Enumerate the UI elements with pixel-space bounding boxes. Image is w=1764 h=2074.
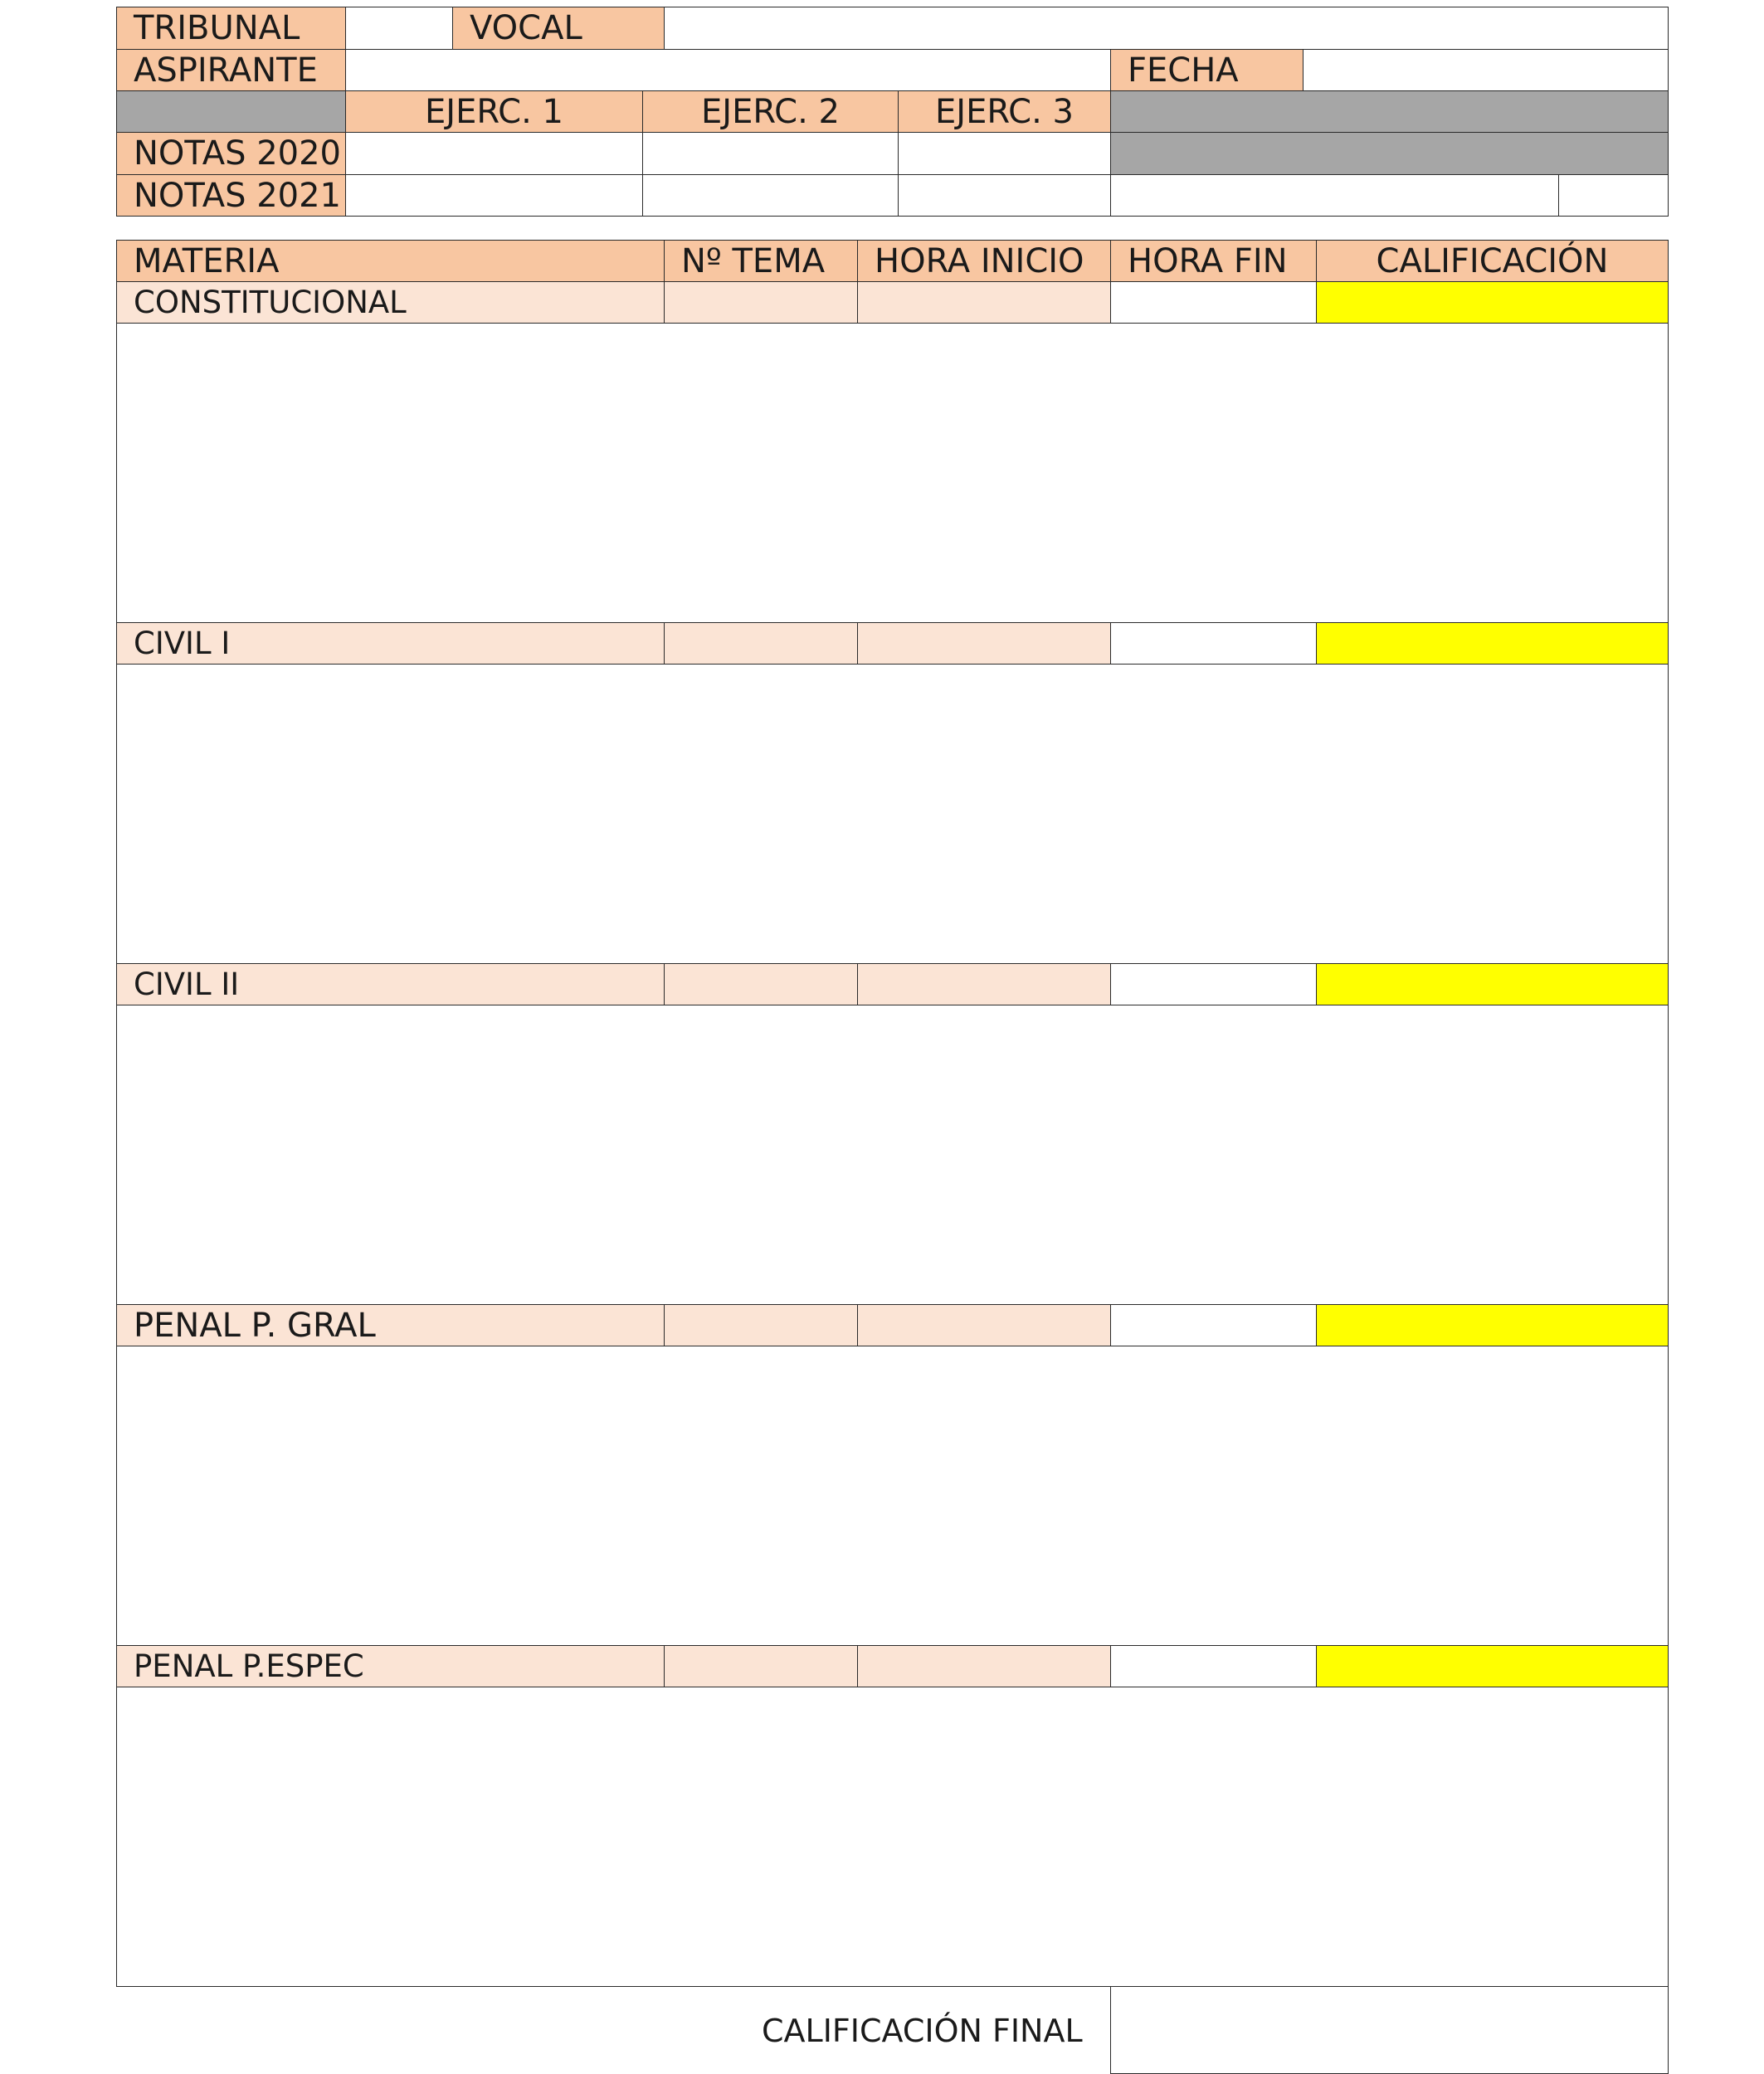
ejerc-1-header: EJERC. 1 <box>345 90 643 133</box>
ejerc-3-header: EJERC. 3 <box>898 90 1111 133</box>
notes-area[interactable] <box>116 1346 1669 1646</box>
notas-2021-ejerc-3[interactable] <box>898 174 1111 217</box>
tema-field[interactable] <box>664 963 858 1005</box>
materia-name: CIVIL I <box>116 622 665 665</box>
notas-2020-ejerc-2[interactable] <box>642 132 899 175</box>
hora-inicio-field[interactable] <box>857 963 1111 1005</box>
hora-inicio-field[interactable] <box>857 1304 1111 1346</box>
hora-fin-field[interactable] <box>1110 963 1317 1005</box>
notas-2021-ejerc-1[interactable] <box>345 174 643 217</box>
materia-name: PENAL P. GRAL <box>116 1304 665 1346</box>
materia-name: CIVIL II <box>116 963 665 1005</box>
tema-field[interactable] <box>664 1304 858 1346</box>
final-grade-field[interactable] <box>1110 1986 1669 2074</box>
col-calificacion-header: CALIFICACIÓN <box>1316 240 1669 282</box>
col-materia-header: MATERIA <box>116 240 665 282</box>
vocal-field[interactable] <box>664 7 1669 50</box>
hora-fin-field[interactable] <box>1110 281 1317 324</box>
final-grade-label: CALIFICACIÓN FINAL <box>762 2013 1083 2049</box>
materia-name: PENAL P.ESPEC <box>116 1645 665 1687</box>
aspirante-label: ASPIRANTE <box>116 49 346 91</box>
blank-gray-cell <box>116 90 346 133</box>
notes-area[interactable] <box>116 323 1669 623</box>
hora-inicio-field[interactable] <box>857 622 1111 665</box>
notas-2020-label: NOTAS 2020 <box>116 132 346 175</box>
tribunal-field[interactable] <box>345 7 453 50</box>
hora-fin-field[interactable] <box>1110 622 1317 665</box>
calificacion-field[interactable] <box>1316 1645 1669 1687</box>
ejerc-2-header: EJERC. 2 <box>642 90 899 133</box>
hora-fin-field[interactable] <box>1110 1304 1317 1346</box>
calificacion-field[interactable] <box>1316 1304 1669 1346</box>
gray-block-row3 <box>1110 90 1669 133</box>
tema-field[interactable] <box>664 1645 858 1687</box>
hora-inicio-field[interactable] <box>857 281 1111 324</box>
col-hora-fin-header: HORA FIN <box>1110 240 1317 282</box>
calificacion-field[interactable] <box>1316 281 1669 324</box>
notas-2021-field-b[interactable] <box>1558 174 1669 217</box>
tribunal-label: TRIBUNAL <box>116 7 346 50</box>
notas-2021-field-a[interactable] <box>1110 174 1559 217</box>
notas-2021-label: NOTAS 2021 <box>116 174 346 217</box>
notes-area[interactable] <box>116 664 1669 964</box>
notas-2020-ejerc-3[interactable] <box>898 132 1111 175</box>
notes-area[interactable] <box>116 1005 1669 1305</box>
aspirante-field[interactable] <box>345 49 1111 91</box>
vocal-label: VOCAL <box>452 7 665 50</box>
tema-field[interactable] <box>664 622 858 665</box>
notes-area[interactable] <box>116 1687 1669 1987</box>
notas-2021-ejerc-2[interactable] <box>642 174 899 217</box>
fecha-label: FECHA <box>1110 49 1304 91</box>
hora-fin-field[interactable] <box>1110 1645 1317 1687</box>
calificacion-field[interactable] <box>1316 963 1669 1005</box>
col-tema-header: Nº TEMA <box>664 240 858 282</box>
notas-2020-ejerc-1[interactable] <box>345 132 643 175</box>
gray-block-row4 <box>1110 132 1669 175</box>
materia-name: CONSTITUCIONAL <box>116 281 665 324</box>
col-hora-inicio-header: HORA INICIO <box>857 240 1111 282</box>
hora-inicio-field[interactable] <box>857 1645 1111 1687</box>
fecha-field[interactable] <box>1303 49 1669 91</box>
tema-field[interactable] <box>664 281 858 324</box>
calificacion-field[interactable] <box>1316 622 1669 665</box>
